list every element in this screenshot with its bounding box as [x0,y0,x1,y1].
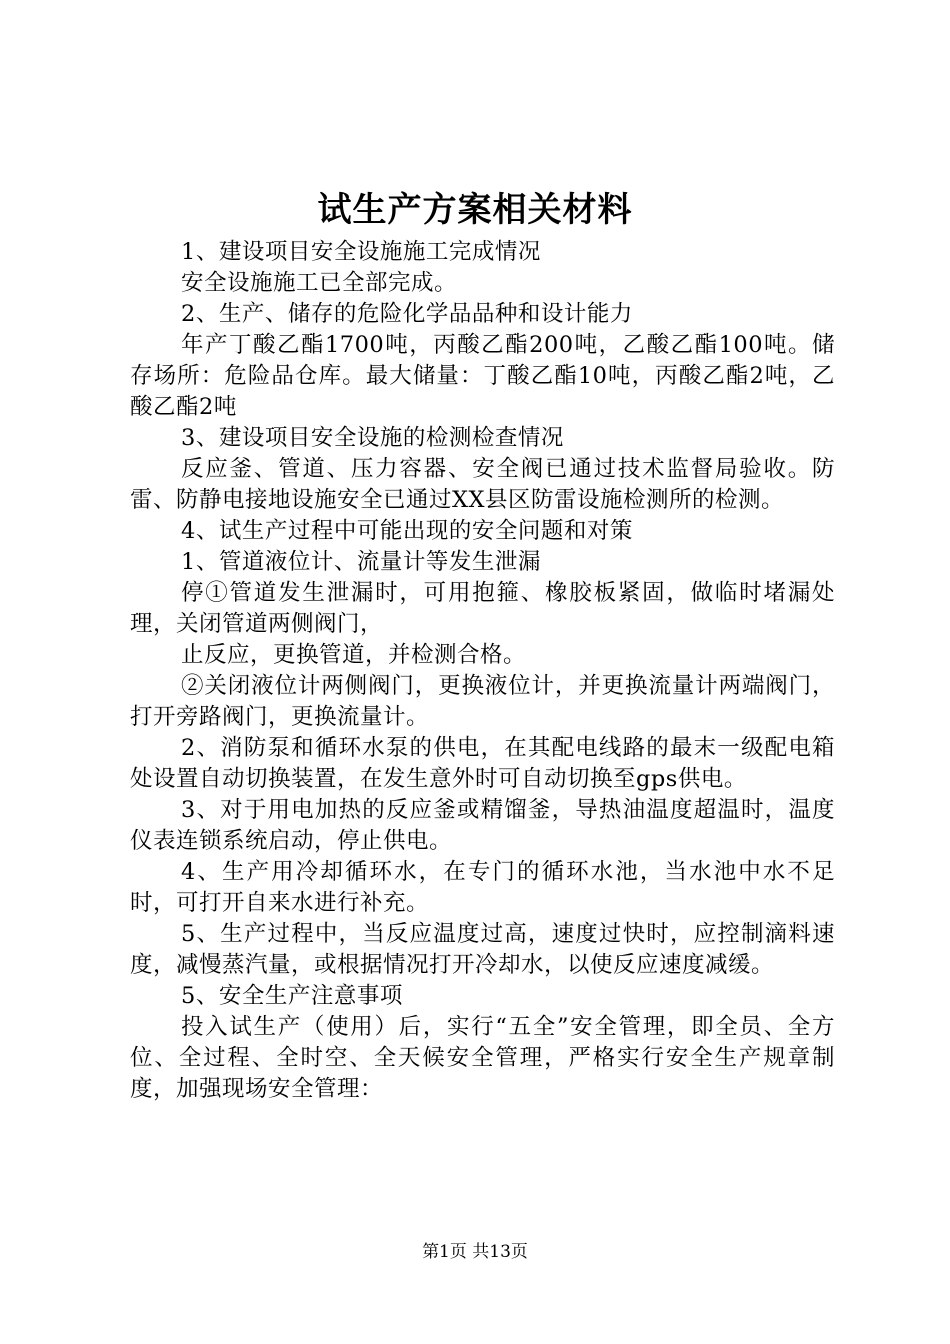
paragraph-7: 4、试生产过程中可能出现的安全问题和对策 [181,518,633,544]
page-footer: 第1页 共13页 [422,1242,528,1262]
page-title: 试生产方案相关材料 [317,190,633,230]
paragraph-5: 3、建设项目安全设施的检测检查情况 [181,425,564,451]
paragraph-12: 2、消防泵和循环水泵的供电，在其配电线路的最末一级配电箱处设置自动切换装置，在发生意外时可自动切换至gps供电。 [130,735,835,792]
paragraph-4: 年产丁酸乙酯1700吨，丙酸乙酯200吨，乙酸乙酯100吨。储存场所：危险品仓库。最大储量：丁酸乙酯10吨，丙酸乙酯2吨，乙酸乙酯2吨 [130,332,835,420]
paragraph-10: 止反应，更换管道，并检测合格。 [181,642,527,668]
paragraph-9: 停①管道发生泄漏时，可用抱箍、橡胶板紧固，做临时堵漏处理，关闭管道两侧阀门， [130,580,835,637]
paragraph-16: 5、安全生产注意事项 [181,983,403,1009]
paragraph-14: 4、生产用冷却循环水，在专门的循环水池，当水池中水不足时，可打开自来水进行补充。 [130,859,835,916]
paragraph-13: 3、对于用电加热的反应釜或精馏釜，导热油温度超温时，温度仪表连锁系统启动，停止供电。 [130,797,835,854]
paragraph-2: 安全设施施工已全部完成。 [181,270,458,296]
paragraph-1: 1、建设项目安全设施施工完成情况 [181,239,541,265]
paragraph-11: ②关闭液位计两侧阀门，更换液位计，并更换流量计两端阀门，打开旁路阀门，更换流量计。 [130,673,835,730]
document-body [130,237,835,1105]
paragraph-6: 反应釜、管道、压力容器、安全阀已通过技术监督局验收。防雷、防静电接地设施安全已通过XX县区防雷设施检测所的检测。 [130,456,835,513]
paragraph-3: 2、生产、储存的危险化学品品种和设计能力 [181,301,633,327]
paragraph-15: 5、生产过程中，当反应温度过高，速度过快时，应控制滴料速度，减慢蒸汽量，或根据情况打开冷却水，以使反应速度减缓。 [130,921,835,978]
paragraph-8: 1、管道液位计、流量计等发生泄漏 [181,549,541,575]
paragraph-17: 投入试生产（使用）后，实行“五全”安全管理，即全员、全方位、全过程、全时空、全天候安全管理，严格实行安全生产规章制度，加强现场安全管理： [130,1014,835,1102]
